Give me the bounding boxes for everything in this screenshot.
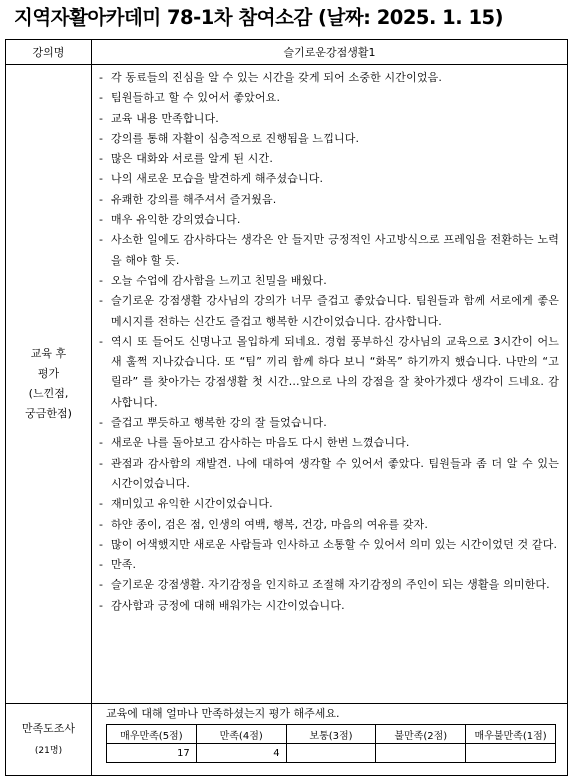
rating-value: 17: [107, 744, 197, 763]
comment-item: - 많이 어색했지만 새로운 사람들과 인사하고 소통할 수 있어서 의미 있는 시간이었던 것 같다.: [99, 535, 559, 555]
lecture-name-label: 강의명: [6, 40, 92, 64]
comment-item: - 유쾌한 강의를 해주셔서 즐거웠음.: [99, 190, 559, 210]
comment-list: [99, 68, 559, 616]
rating-header: 불만족(2점): [376, 725, 466, 744]
rating-value-row: [107, 744, 556, 763]
comment-item: - 오늘 수업에 감사함을 느끼고 친밀을 배웠다.: [99, 271, 559, 291]
comment-item: - 관점과 감사함의 재발견. 나에 대하여 생각할 수 있어서 좋았다. 팀원들과 좀 더 알 수 있는 시간이었습니다.: [99, 454, 559, 495]
comment-item: - 강의를 통해 자활이 심층적으로 진행됨을 느낍니다.: [99, 129, 559, 149]
rating-value: [286, 744, 376, 763]
comment-item: - 즐겁고 뿌듯하고 행복한 강의 잘 들었습니다.: [99, 413, 559, 433]
comment-item: - 각 동료들의 진심을 알 수 있는 시간을 갖게 되어 소중한 시간이었음.: [99, 68, 559, 88]
comment-item: - 하얀 종이, 검은 점, 인생의 여백, 행복, 건강, 마음의 여유를 갖자.: [99, 515, 559, 535]
comment-item: - 슬기로운 강점생활. 자기감정을 인지하고 조절해 자기감정의 주인이 되는 생활을 의미한다.: [99, 575, 559, 595]
respondent-count: (21명): [34, 745, 63, 756]
rating-value: 4: [196, 744, 286, 763]
survey-question: 교육에 대해 얼마나 만족하셨는지 평가 해주세요.: [106, 707, 340, 720]
comment-item: - 감사함과 긍정에 대해 배워가는 시간이었습니다.: [99, 596, 559, 616]
comment-item: - 나의 새로운 모습을 발견하게 해주셨습니다.: [99, 169, 559, 189]
comment-item: - 역시 또 들어도 신명나고 몰입하게 되네요. 경험 풍부하신 강사님의 교육으로 3시간이 어느새 훌쩍 지나갔습니다. 또 “팀” 끼리 함께 하다 보니 “화목” 하기까지 했습니다. 나만의 “고릴라” 를 찾아가는 강점생활 첫 시간…앞으로 나의 강점을 잘 찾아가겠다 생각이 드네요. 감사합니다.: [99, 332, 559, 413]
evaluation-label: [6, 65, 92, 703]
comment-item: - 많은 대화와 서로를 알게 된 시간.: [99, 149, 559, 169]
rating-header-row: [107, 725, 556, 744]
page-title: 지역자활아카데미 78-1차 참여소감 (날짜: 2025. 1. 15): [14, 6, 504, 29]
evaluation-label-line: 교육 후: [30, 347, 67, 360]
comment-item: - 매우 유익한 강의였습니다.: [99, 210, 559, 230]
lecture-name-row: [6, 40, 567, 65]
comment-item: - 새로운 나를 돌아보고 감사하는 마음도 다시 한번 느꼈습니다.: [99, 433, 559, 453]
comment-item: - 만족.: [99, 555, 559, 575]
survey-label: [6, 704, 92, 775]
evaluation-label-line: 평가: [37, 367, 60, 380]
rating-table: [106, 724, 556, 763]
evaluation-form: [5, 39, 568, 776]
rating-value: [466, 744, 556, 763]
rating-header: 만족(4점): [196, 725, 286, 744]
rating-header: 매우만족(5점): [107, 725, 197, 744]
comment-item: - 재미있고 유익한 시간이었습니다.: [99, 494, 559, 514]
survey-title: 만족도조사: [21, 721, 76, 735]
rating-header: 매우불만족(1점): [466, 725, 556, 744]
evaluation-row: [6, 65, 567, 704]
rating-value: [376, 744, 466, 763]
rating-header: 보통(3점): [286, 725, 376, 744]
comment-item: - 사소한 일에도 감사하다는 생각은 안 들지만 긍정적인 사고방식으로 프레임을 전환하는 노력을 해야 할 듯.: [99, 230, 559, 271]
comment-item: - 팀원들하고 할 수 있어서 좋았어요.: [99, 88, 559, 108]
survey-row: [6, 704, 567, 775]
lecture-name-value: 슬기로운강점생활1: [283, 46, 376, 59]
comment-item: - 슬기로운 강점생활 강사님의 강의가 너무 즐겁고 좋았습니다. 팀원들과 함께 서로에게 좋은 메시지를 전하는 신간도 즐겁고 행복한 시간이었습니다. 감사합니다.: [99, 291, 559, 332]
comment-item: - 교육 내용 만족합니다.: [99, 109, 559, 129]
evaluation-label-line: 궁금한점): [25, 407, 72, 420]
evaluation-label-line: (느낀점,: [28, 387, 69, 400]
